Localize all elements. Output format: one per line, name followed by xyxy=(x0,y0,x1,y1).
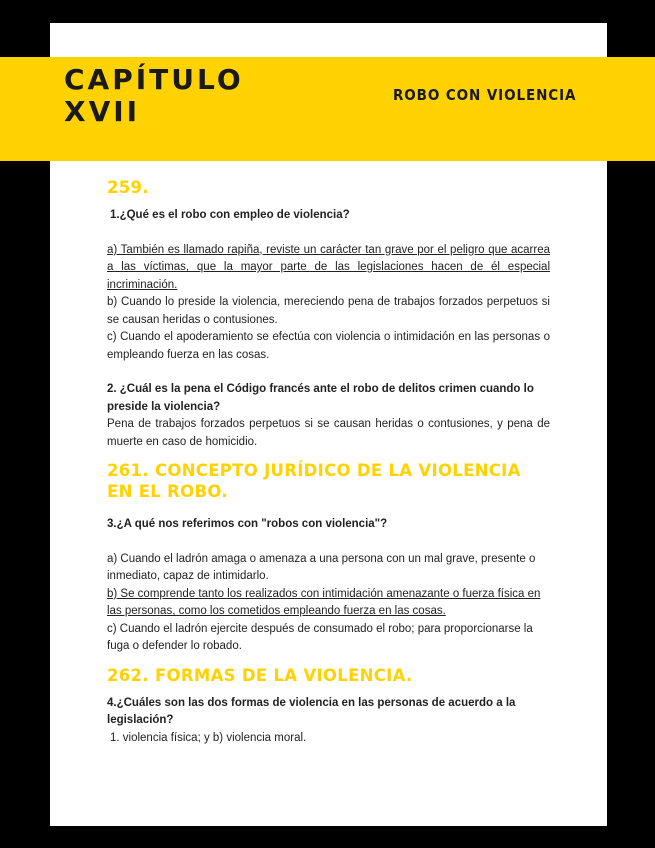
answer-3-c: c) Cuando el ladrón ejercite después de consumado el robo; para proporcionarse la fuga o defender lo robado. xyxy=(107,622,533,652)
document-body xyxy=(107,177,550,747)
question-3: 3.¿A qué nos referimos con "robos con violencia"? xyxy=(107,518,388,530)
question-1: 1.¿Qué es el robo con empleo de violencia? xyxy=(110,209,350,221)
answer-3-b: b) Se comprende tanto los realizados con intimidación amenazante o fuerza física en las personas, como los cometidos empleando fuerza en las cosas. xyxy=(107,587,541,617)
question-4: 4.¿Cuáles son las dos formas de violencia en las personas de acuerdo a la legislación? xyxy=(107,696,516,726)
chapter-topic: ROBO CON VIOLENCIA xyxy=(393,86,577,104)
answer-3-a: a) Cuando el ladrón amaga o amenaza a una persona con un mal grave, presente o inmediato, capaz de intimidarlo. xyxy=(107,552,536,582)
answer-2: Pena de trabajos forzados perpetuos si se causan heridas o contusiones, y pena de muerte en caso de homicidio. xyxy=(107,418,550,448)
answer-1-c: c) Cuando el apoderamiento se efectúa con violencia o intimidación en las personas o empleando fuerza en las cosas. xyxy=(107,331,550,361)
answer-4: 1. violencia física; y b) violencia moral. xyxy=(110,731,307,744)
answer-1-a: a) También es llamado rapiña, reviste un carácter tan grave por el peligro que acarrea a las víctimas, que la mayor parte de las legislaciones hacen de él especial incriminación. xyxy=(107,243,550,291)
chapter-title: CAPÍTULO XVII xyxy=(64,63,244,128)
section-heading-259: 259. xyxy=(107,178,149,197)
question-2: 2. ¿Cuál es la pena el Código francés ante el robo de delitos crimen cuando lo preside la violencia? xyxy=(107,383,534,413)
answer-1-b: b) Cuando lo preside la violencia, mereciendo pena de trabajos forzados perpetuos si se causan heridas o contusiones. xyxy=(107,296,550,326)
section-heading-261: 261. CONCEPTO JURÍDICO DE LA VIOLENCIA EN EL ROBO. xyxy=(107,461,521,501)
section-heading-262: 262. FORMAS DE LA VIOLENCIA. xyxy=(107,665,413,685)
